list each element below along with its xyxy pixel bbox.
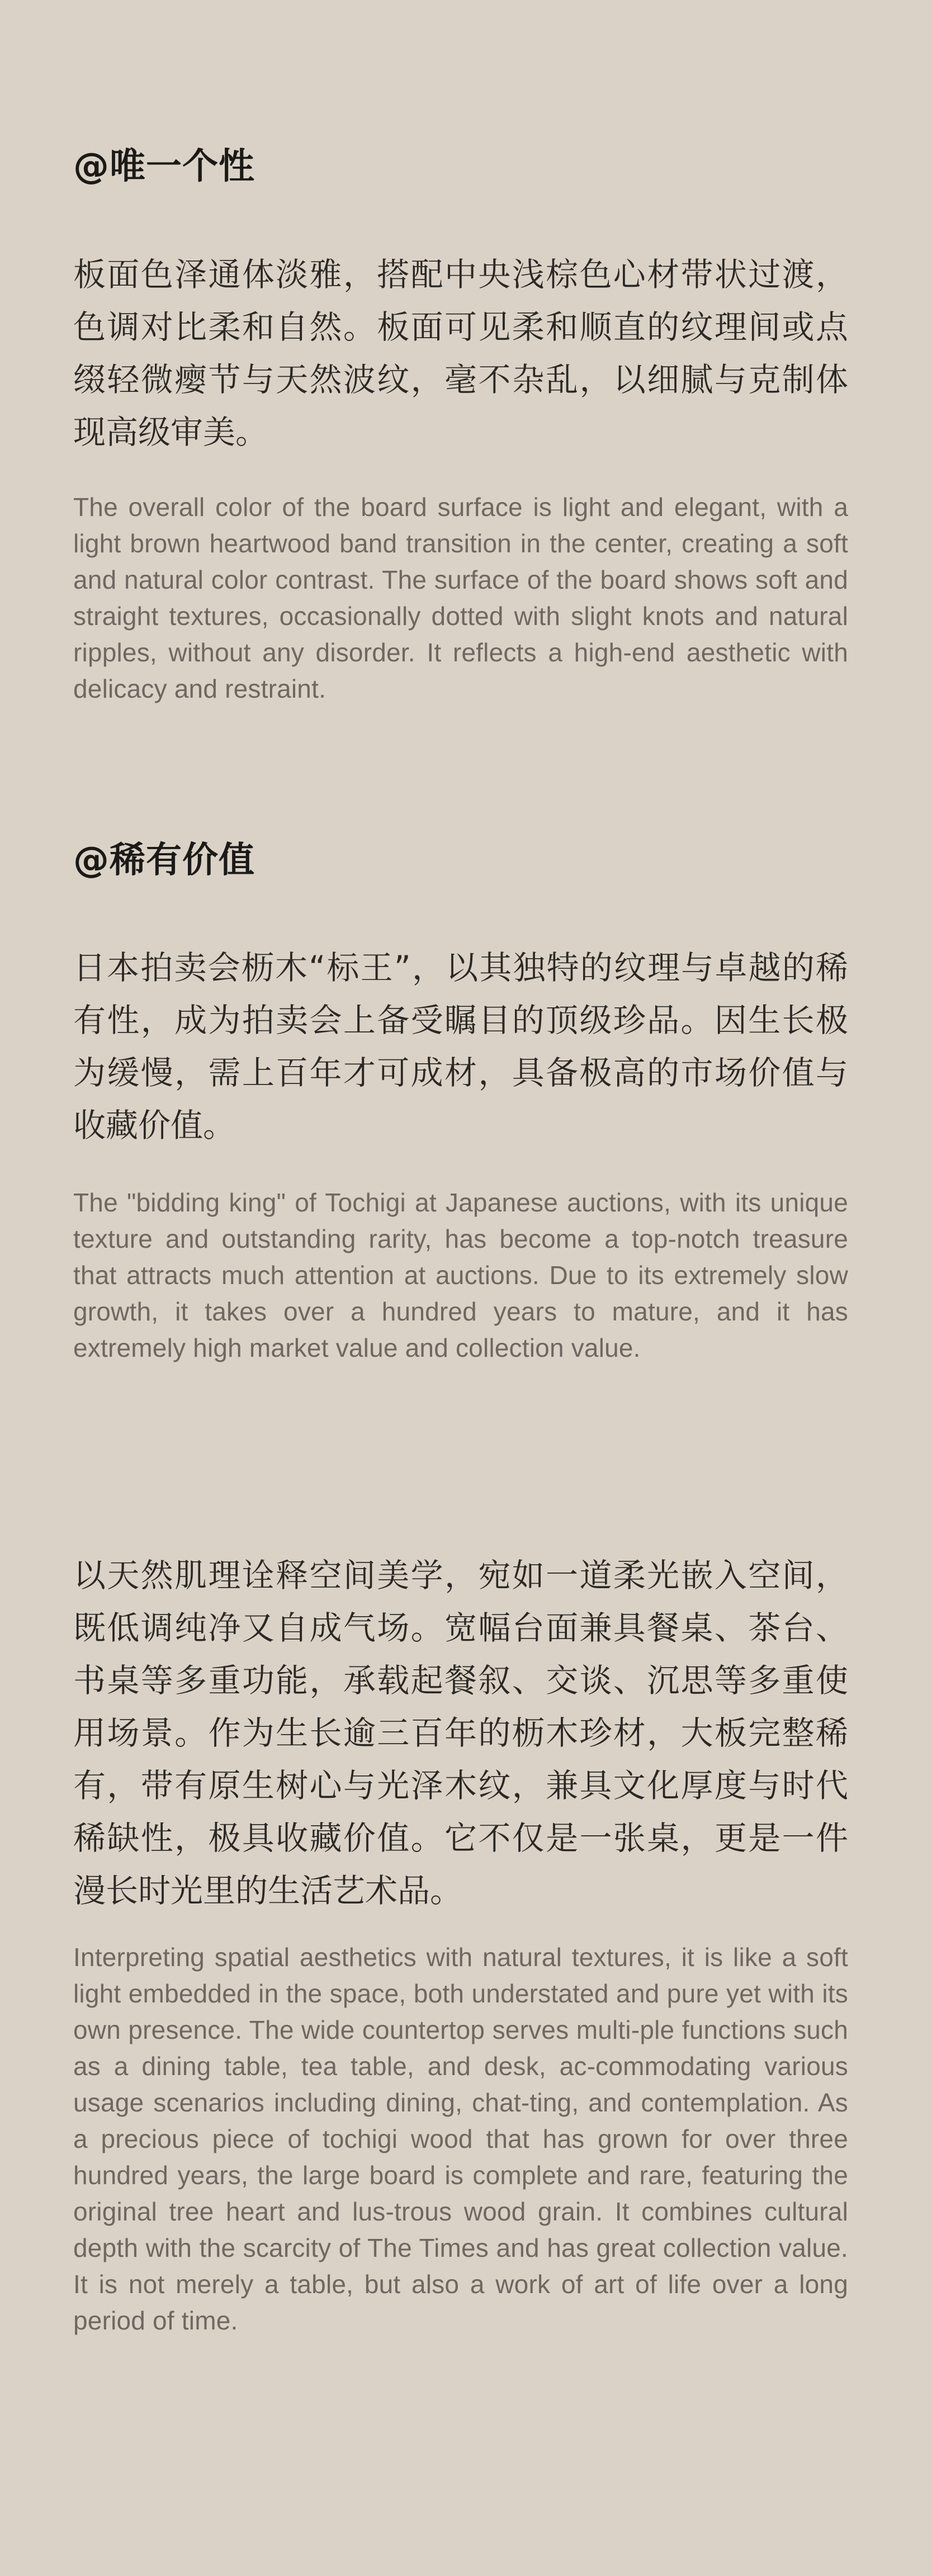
aesthetics-chinese-text: 以天然肌理诠释空间美学，宛如一道柔光嵌入空间，既低调纯净又自成气场。宽幅台面兼具餐桌、茶台、书桌等多重功能，承载起餐叙、交谈、沉思等多重使用场景。作为生长逾三百年的枥木珍材，大板完整稀有，带有原生树心与光泽木纹，兼具文化厚度与时代稀缺性，极具收藏价值。它不仅是一张桌，更是一件漫长时光里的生活艺术品。 — [73, 1556, 848, 1910]
uniqueness-english-text: The overall color of the board surface is light and elegant, with a light brown heartwood band transition in the center, creating a soft and natural color contrast. The surface of the board shows soft and straight textures, occasionally dotted with slight knots and natural ripples, without any disorder. It reflects a high-end aesthetic with delicacy and restraint. — [73, 493, 848, 703]
rarity-english-text: The "bidding king" of Tochigi at Japanese auctions, with its unique texture and outstanding rarity, has become a top-notch treasure that attracts much attention at auctions. Due to its extremely slow growth, it takes over a hundred years to mature, and it has extremely high market value and collection value. — [73, 1188, 848, 1362]
uniqueness-chinese-text: 板面色泽通体淡雅，搭配中央浅棕色心材带状过渡，色调对比柔和自然。板面可见柔和顺直的纹理间或点缀轻微瘿节与天然波纹，毫不杂乱，以细腻与克制体现高级审美。 — [73, 255, 848, 451]
aesthetics-english-text: Interpreting spatial aesthetics with natural textures, it is like a soft light embedded in the space, both understated and pure yet with its own presence. The wide countertop serves multi-ple functions such as a dining table, tea table, and desk, ac-commodating various usage scenarios including dining, chat-ting, and contemplation. As a precious piece of tochigi wood that has grown for over three hundred years, the large board is complete and rare, featuring the original tree heart and lus-trous wood grain. It combines cultural depth with the scarcity of The Times and has great collection value. It is not merely a table, but also a work of art of life over a long period of time. — [73, 1943, 848, 2335]
section-heading-rarity: @稀有价值 — [73, 840, 255, 881]
rarity-chinese-text: 日本拍卖会枥木“标王”，以其独特的纹理与卓越的稀有性，成为拍卖会上备受瞩目的顶级珍品。因生长极为缓慢，需上百年才可成材，具备极高的市场价值与收藏价值。 — [73, 949, 848, 1144]
section-heading-uniqueness: @唯一个性 — [73, 146, 255, 187]
